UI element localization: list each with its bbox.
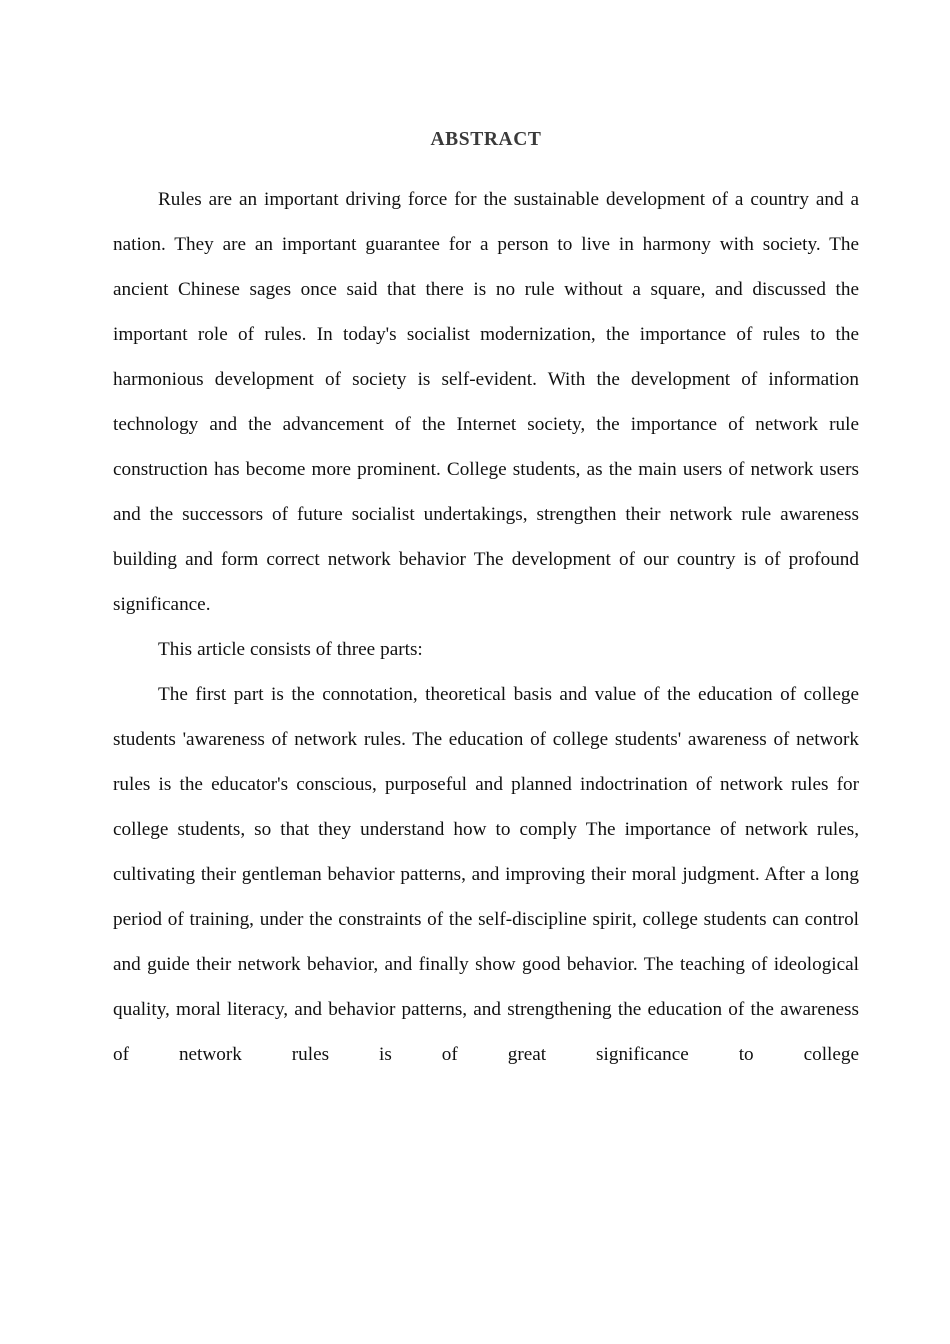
page-title: ABSTRACT [430, 129, 542, 150]
abstract-paragraph-2: This article consists of three parts: [158, 639, 423, 660]
page-content [113, 0, 859, 1122]
abstract-paragraph-3: The first part is the connotation, theoretical basis and value of the education of college students 'awareness of network rules. The education of college students' awareness of network rules is the educator's conscious, purposeful and planned indoctrination of network rules for college students, so that they understand how to comply The importance of network rules, cultivating their gentleman behavior patterns, and improving their moral judgment. After a long period of training, under the constraints of the self-discipline spirit, college students can control and guide their network behavior, and finally show good behavior. The teaching of ideological quality, moral literacy, and behavior patterns, and strengthening the education of the awareness of network rules is of great significance to college [113, 684, 859, 1065]
abstract-body [113, 151, 859, 1122]
abstract-paragraph-1: Rules are an important driving force for the sustainable development of a country and a nation. They are an important guarantee for a person to live in harmony with society. The ancient Chinese sages once said that there is no rule without a square, and discussed the important role of rules. In today's socialist modernization, the importance of rules to the harmonious development of society is self-evident. With the development of information technology and the advancement of the Internet society, the importance of network rule construction has become more prominent. College students, as the main users of network users and the successors of future socialist undertakings, strengthen their network rule awareness building and form correct network behavior The development of our country is of profound significance. [113, 189, 859, 615]
